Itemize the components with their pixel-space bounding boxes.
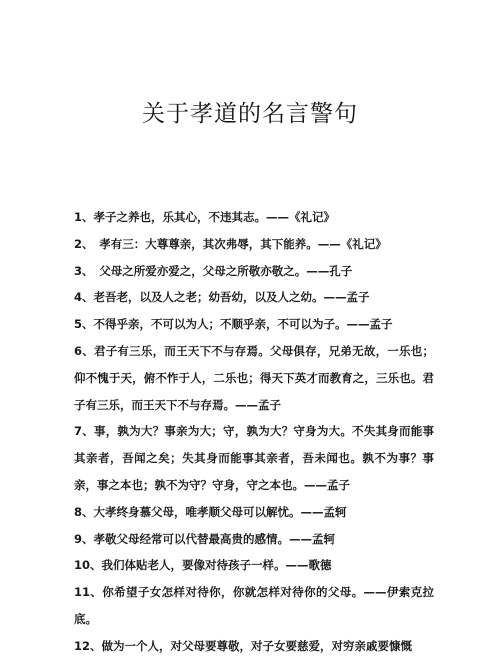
document-title: 关于孝道的名言警句 <box>142 101 358 127</box>
quote-item: 9、孝敬父母经常可以代替最高贵的感情。——孟轲 <box>74 531 335 546</box>
quote-item: 12、做为一个人，对父母要尊敬，对子女要慈爱，对穷亲戚要慷慨 <box>74 638 412 653</box>
quote-item: 1、孝子之养也，乐其心，不违其志。——《礼记》 <box>74 210 335 224</box>
quote-item: 2、 孝有三：大尊尊亲，其次弗辱，其下能养。——《礼记》 <box>74 236 387 251</box>
quote-item: 7、事，孰为大？事亲为大；守，孰为大？守身为大。不失其身而能事其亲者，吾闻之矣；失其身而能事其亲者，吾未闻也。孰不为事？事亲，事之本也；孰不为守？守身，守之本也。——孟子 <box>74 424 434 492</box>
quote-item: 5、不得乎亲，不可以为人；不顺乎亲，不可以为子。——孟子 <box>74 317 393 332</box>
quote-item: 6、君子有三乐，而王天下不与存焉。父母俱存，兄弟无故，一乐也；仰不愧于天，俯不怍于人，二乐也；得天下英才而教育之，三乐也。君子有三乐，而王天下不与存焉。——孟子 <box>74 343 434 412</box>
quote-item: 3、 父母之所爱亦爱之，父母之所敬亦敬之。——孔子 <box>74 263 353 278</box>
quote-item: 8、大孝终身慕父母，唯孝顺父母可以解忧。——孟轲 <box>74 504 347 519</box>
quote-item: 11、你希望子女怎样对待你，你就怎样对待你的父母。——伊索克拉底。 <box>74 585 434 626</box>
quote-item: 4、老吾老，以及人之老；幼吾幼，以及人之幼。——孟子 <box>74 290 370 305</box>
quote-list <box>74 204 434 660</box>
quote-item: 10、我们体贴老人，要像对待孩子一样。——歌德 <box>74 558 332 573</box>
